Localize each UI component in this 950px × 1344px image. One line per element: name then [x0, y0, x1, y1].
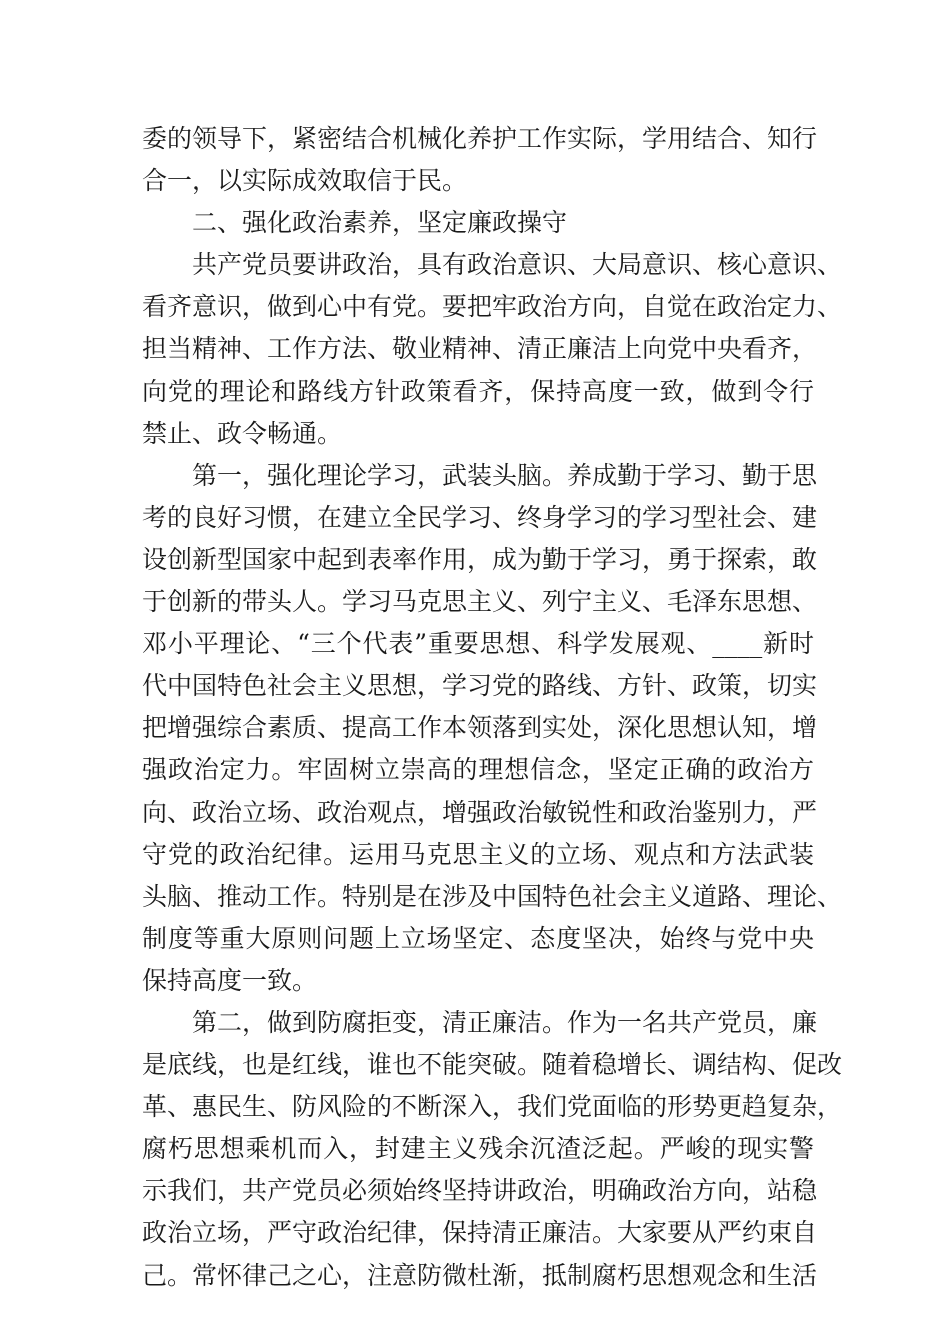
text-line: 把增强综合素质、提高工作本领落到实处，深化思想认知，增	[142, 713, 818, 743]
text-line: 政治立场，严守政治纪律，保持清正廉洁。大家要从严约束自	[142, 1218, 818, 1248]
text-line: 第二，做到防腐拒变，清正廉洁。作为一名共产党员，廉	[192, 1007, 818, 1037]
text-line: 腐朽思想乘机而入，封建主义残余沉渣泛起。严峻的现实警	[142, 1134, 814, 1164]
text-line: 担当精神、工作方法、敬业精神、清正廉洁上向党中央看齐，	[142, 334, 818, 364]
text-line: 制度等重大原则问题上立场坚定、态度坚决，始终与党中央	[142, 923, 814, 953]
paragraph-anti-corruption	[142, 1002, 843, 1297]
text-line: 设创新型国家中起到表率作用，成为勤于学习，勇于探索，敢	[142, 544, 818, 574]
text-line: 合一，以实际成效取信于民。	[142, 166, 468, 196]
text-line: 向党的理论和路线方针政策看齐，保持高度一致，做到令行	[142, 376, 814, 406]
paragraph-theory-study	[142, 455, 843, 1002]
text-line: 邓小平理论、“三个代表”重要思想、科学发展观、____新时	[142, 629, 814, 659]
text-line: 保持高度一致。	[142, 965, 318, 995]
text-line: 禁止、政令畅通。	[142, 418, 343, 448]
text-line: 于创新的带头人。学习马克思主义、列宁主义、毛泽东思想、	[142, 587, 818, 617]
text-line: 向、政治立场、政治观点，增强政治敏锐性和政治鉴别力，严	[142, 797, 818, 827]
text-line: 考的良好习惯，在建立全民学习、终身学习的学习型社会、建	[142, 502, 818, 532]
section-heading	[142, 202, 814, 244]
text-line: 己。常怀律己之心，注意防微杜渐，抵制腐朽思想观念和生活	[142, 1260, 818, 1290]
paragraph-continuation	[142, 118, 818, 202]
heading-text: 二、强化政治素养，坚定廉政操守	[192, 208, 568, 238]
text-line: 共产党员要讲政治，具有政治意识、大局意识、核心意识、	[192, 250, 843, 280]
text-line: 代中国特色社会主义思想，学习党的路线、方针、政策，切实	[142, 671, 818, 701]
text-line: 守党的政治纪律。运用马克思主义的立场、观点和方法武装	[142, 839, 814, 869]
text-line: 第一，强化理论学习，武装头脑。养成勤于学习、勤于思	[192, 460, 818, 490]
text-line: 示我们，共产党员必须始终坚持讲政治，明确政治方向，站稳	[142, 1176, 818, 1206]
text-line: 革、惠民生、防风险的不断深入，我们党面临的形势更趋复杂，	[142, 1092, 843, 1122]
text-line: 头脑、推动工作。特别是在涉及中国特色社会主义道路、理论、	[142, 881, 843, 911]
text-line: 看齐意识，做到心中有党。要把牢政治方向，自觉在政治定力、	[142, 292, 843, 322]
document-body	[142, 118, 843, 1297]
paragraph-political-awareness	[142, 244, 843, 454]
text-line: 强政治定力。牢固树立崇高的理想信念，坚定正确的政治方	[142, 755, 814, 785]
text-line: 委的领导下，紧密结合机械化养护工作实际，学用结合、知行	[142, 124, 818, 153]
text-line: 是底线，也是红线，谁也不能突破。随着稳增长、调结构、促改	[142, 1050, 843, 1080]
